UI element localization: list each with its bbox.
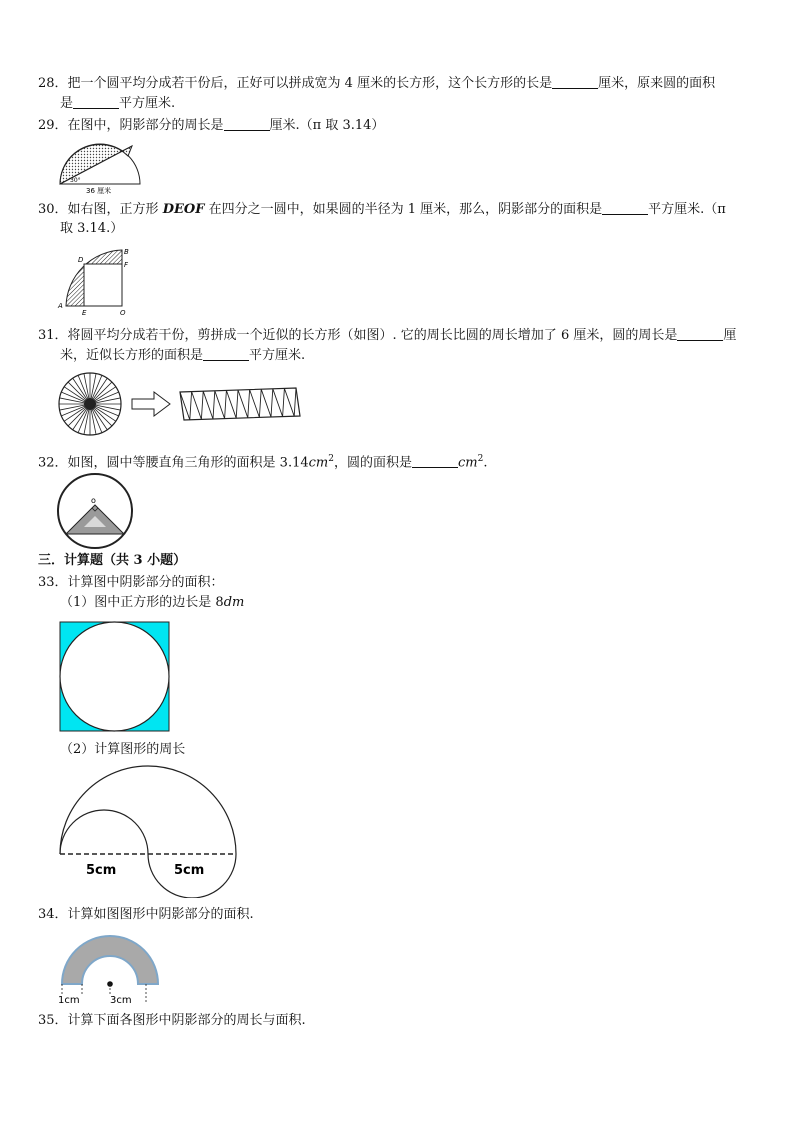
q32-text-a: 32．如图，圆中等腰直角三角形的面积是 3.14 — [38, 455, 309, 471]
q32-center-label: o — [91, 496, 96, 505]
q33-part1-text: （1）图中正方形的边长是 8 — [60, 595, 224, 610]
q30-line1 — [38, 200, 726, 219]
q30-square — [84, 264, 122, 306]
q29-line — [38, 116, 384, 135]
q33-title: 33．计算图中阴影部分的面积： — [38, 575, 224, 590]
q30-label-a: A — [58, 302, 63, 310]
q30-text-c: 平方厘米.（π — [648, 202, 726, 217]
q33-part1-unit: dm — [223, 595, 245, 610]
q28-text-b: 厘米，原来圆的面积 — [598, 76, 716, 91]
q31-text-d: 平方厘米. — [249, 348, 306, 363]
q29-length-label: 36 厘米 — [86, 187, 112, 195]
q29-text-a: 29．在图中，阴影部分的周长是 — [38, 118, 224, 133]
q30-text-b: 在四分之一圆中，如果圆的半径为 1 厘米，那么，阴影部分的面积是 — [208, 202, 603, 217]
q30-label-e: E — [82, 309, 87, 316]
q28-text-a: 28．把一个圆平均分成若干份后，正好可以拼成宽为 4 厘米的长方形，这个长方形的长是 — [38, 76, 553, 91]
q30-square-name: DEOF — [162, 202, 205, 217]
q35-title: 35．计算下面各图形中阴影部分的周长与面积. — [38, 1013, 306, 1028]
q32-sup-1: 2 — [328, 454, 334, 464]
q31-blank-circumference[interactable] — [677, 326, 723, 341]
q33-square-figure — [58, 620, 172, 734]
q28-text-d: 平方厘米. — [119, 96, 176, 111]
q30-label-b: B — [124, 248, 129, 256]
q28-blank-length[interactable] — [552, 74, 598, 89]
q29-angle-label: 30° — [70, 177, 81, 184]
q32-unit-1: cm — [308, 455, 329, 471]
q31-approx-rectangle — [180, 388, 300, 420]
q32-blank-area[interactable] — [412, 453, 458, 468]
q33-large-arc — [60, 766, 236, 854]
q29-text-b: 厘米.（π 取 3.14） — [269, 118, 385, 133]
q31-line1 — [38, 326, 736, 345]
q31-circle-center — [84, 398, 96, 410]
q31-blank-area[interactable] — [203, 346, 249, 361]
q30-blank-area[interactable] — [602, 200, 648, 215]
q33-part1 — [60, 594, 244, 612]
q30-figure — [56, 244, 136, 316]
q34-label-width: 1cm — [58, 995, 80, 1006]
q32-figure — [56, 472, 136, 552]
q30-label-o: O — [120, 309, 126, 316]
q34-figure — [56, 926, 166, 1006]
q31-text-a: 31．将圆平均分成若干份，剪拼成一个近似的长方形（如图）. 它的周长比圆的周长增加了 6 厘米，圆的周长是 — [38, 328, 678, 343]
q34-title: 34．计算如图图形中阴影部分的面积. — [38, 907, 254, 922]
q32-line — [38, 450, 487, 472]
q30-label-d: D — [78, 256, 84, 264]
q30-label-f: F — [124, 261, 129, 269]
q30-text-d: 取 3.14.） — [60, 221, 124, 236]
q33-part2: （2）计算图形的周长 — [60, 742, 186, 757]
q28-blank-area[interactable] — [73, 94, 119, 109]
q32-unit-2: cm — [457, 455, 478, 471]
section3-title: 三．计算题（共 3 小题） — [38, 553, 187, 568]
q31-divided-circle — [59, 373, 121, 435]
q29-figure — [56, 138, 146, 196]
q32-text-b: ，圆的面积是 — [333, 455, 412, 471]
q29-blank-perimeter[interactable] — [224, 116, 270, 131]
q33-label-right: 5cm — [174, 863, 205, 878]
q32-sup-2: 2 — [477, 454, 484, 464]
q33-label-left: 5cm — [86, 863, 117, 878]
q33-inscribed-circle — [60, 622, 169, 731]
q30-text-a: 30．如右图，正方形 — [38, 202, 159, 217]
q31-line2 — [60, 346, 305, 365]
q31-text-b: 厘 — [723, 328, 737, 343]
q28-text-c: 是 — [60, 96, 74, 111]
q28-line1 — [38, 74, 715, 93]
q33-small-arc-top — [60, 810, 148, 854]
q31-figure — [56, 370, 306, 440]
q28-line2 — [60, 94, 175, 113]
q30-line2 — [60, 220, 123, 238]
q33-arc-figure — [56, 764, 246, 898]
q34-label-radius: 3cm — [110, 995, 132, 1006]
q31-arrow — [132, 392, 170, 416]
q34-shaded-ring — [62, 936, 158, 984]
q31-text-c: 米，近似长方形的面积是 — [60, 348, 204, 363]
q32-text-c: . — [483, 455, 488, 471]
